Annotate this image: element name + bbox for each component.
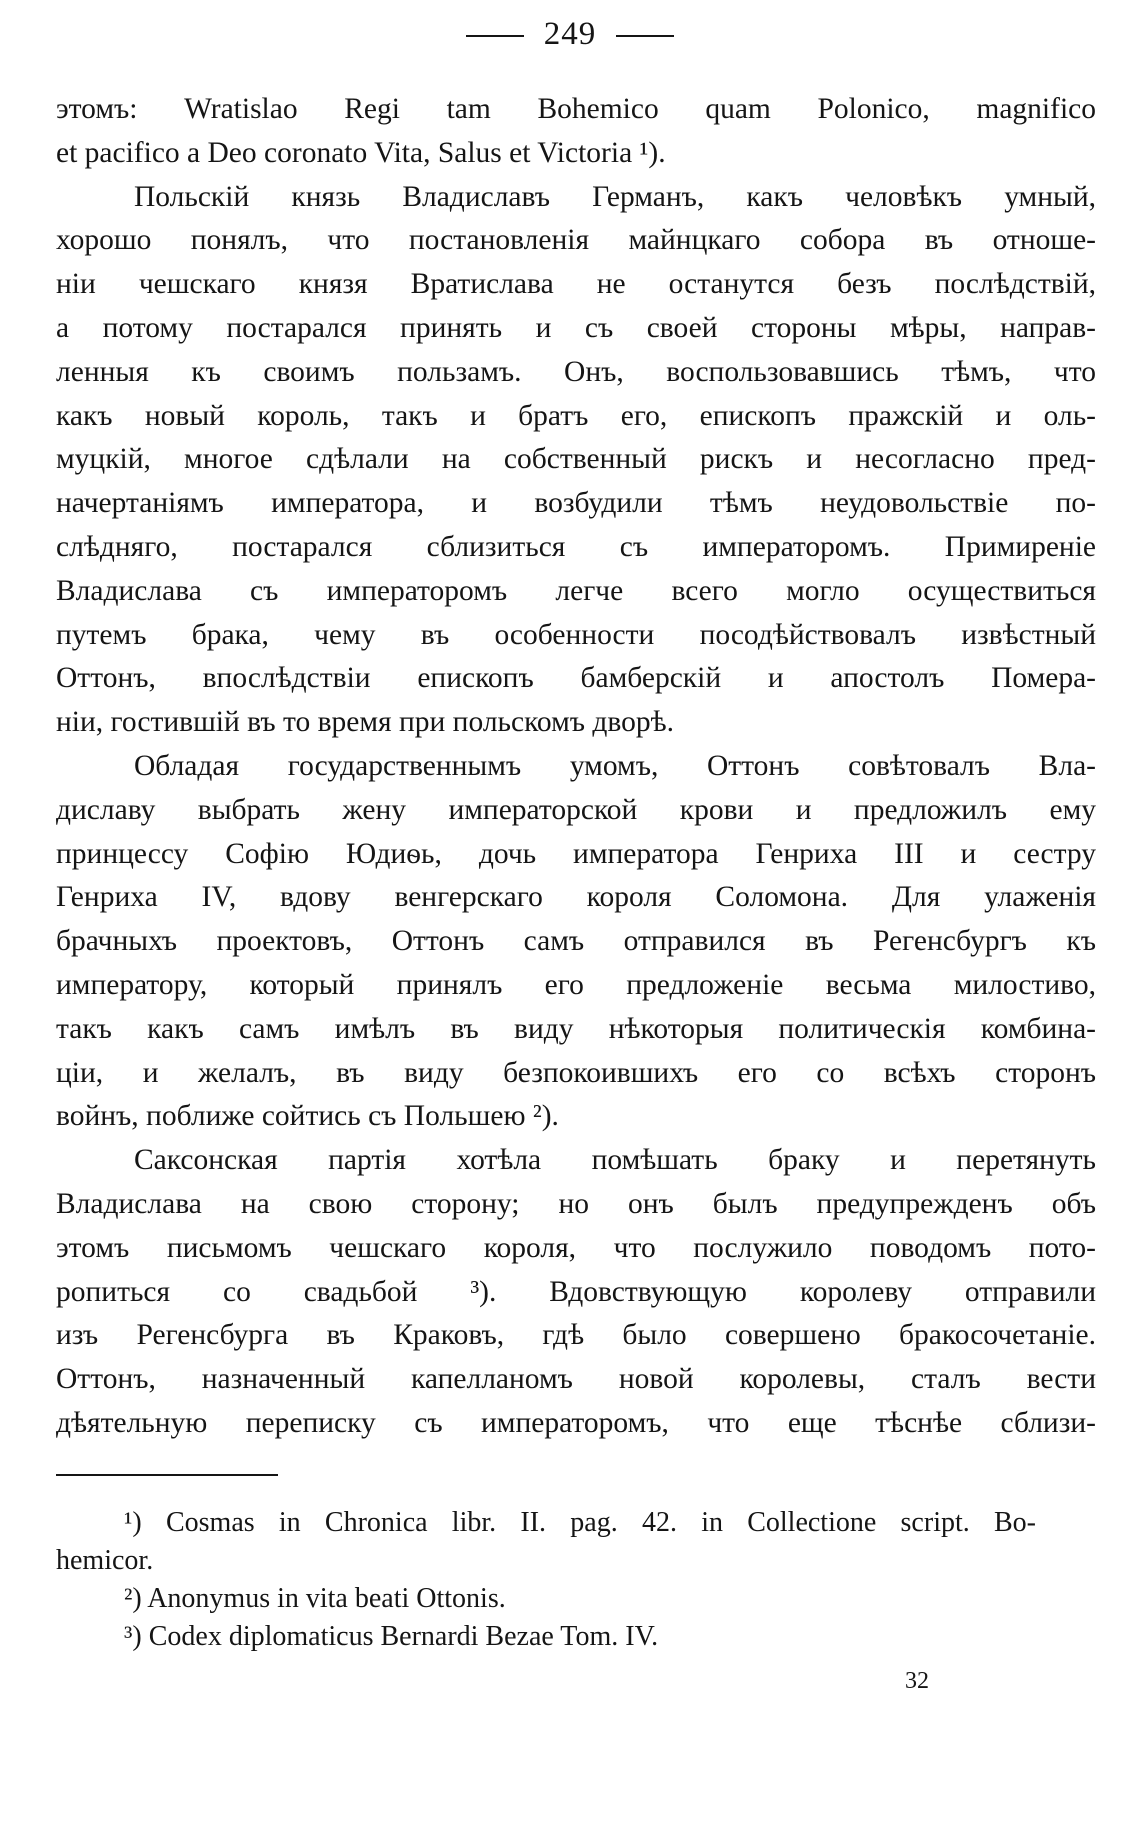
text-line: Генриха IV, вдову венгерскаго короля Соломона. Для улаженія — [56, 881, 1096, 914]
paragraph-continuation — [56, 88, 1096, 176]
text-line: Владислава съ императоромъ легче всего могло осуществиться — [56, 574, 1096, 607]
text-line: изъ Регенсбурга въ Краковъ, гдѣ было совершено бракосочетаніе. — [56, 1319, 1096, 1352]
text-line: брачныхъ проектовъ, Оттонъ самъ отправился въ Регенсбургъ къ — [56, 925, 1096, 958]
text-line: ціи, и желалъ, въ виду безпокоившихъ его со всѣхъ сторонъ — [56, 1056, 1096, 1089]
footnote-2 — [56, 1580, 1036, 1618]
text-line: такъ какъ самъ имѣлъ въ виду нѣкоторыя политическія комбина- — [56, 1012, 1096, 1045]
text-line: слѣдняго, постарался сблизиться съ императоромъ. Примиреніе — [56, 530, 1096, 563]
footnote-text: Cosmas in Chronica libr. II. pag. 42. in Collectione script. Bo- — [165, 1507, 1036, 1538]
paragraph — [56, 176, 1096, 745]
text-line: императору, который принялъ его предложеніе весьма милостиво, — [56, 968, 1096, 1001]
footnote-rule — [56, 1474, 278, 1476]
text-line: войнъ, поближе сойтись съ Польшею ²). — [56, 1100, 559, 1133]
footnote-marker: ³) — [124, 1621, 142, 1652]
text-line: этомъ: Wratislao Regi tam Bohemico quam Polonico, magnifico — [56, 93, 1096, 125]
text-line: какъ новый король, такъ и братъ его, епископъ пражскій и оль- — [56, 399, 1096, 432]
text-line: этомъ письмомъ чешскаго короля, что послужило поводомъ пото- — [56, 1231, 1096, 1264]
text-line: et pacifico a Deo coronato Vita, Salus et Victoria ¹). — [56, 136, 666, 169]
page-number: 249 — [543, 16, 597, 52]
footnote-3 — [56, 1618, 1036, 1656]
text-line: Владислава на свою сторону; но онъ былъ предупрежденъ объ — [56, 1187, 1096, 1220]
paragraph — [56, 1139, 1096, 1446]
text-line: начертаніямъ императора, и возбудили тѣмъ неудовольствіе по- — [56, 487, 1096, 520]
main-text — [56, 88, 1096, 1446]
header-dash-left — [466, 35, 524, 37]
running-header — [0, 16, 1140, 53]
text-line: ленныя къ своимъ пользамъ. Онъ, воспользовавшись тѣмъ, что — [56, 355, 1096, 388]
footnote-line — [56, 1504, 1036, 1542]
text-line: Оттонъ, впослѣдствіи епископъ бамберскій и апостолъ Помера- — [56, 662, 1096, 695]
text-line: хорошо понялъ, что постановленія майнцкаго собора въ отноше- — [56, 224, 1096, 257]
paragraph — [56, 745, 1096, 1139]
text-line: дѣятельную переписку съ императоромъ, что еще тѣснѣе сблизи- — [56, 1406, 1096, 1439]
text-line: ніи чешскаго князя Вратислава не останутся безъ послѣдствій, — [56, 268, 1096, 301]
signature-mark: 32 — [905, 1668, 929, 1694]
text-line: ніи, гостившій въ то время при польскомъ дворѣ. — [56, 706, 675, 739]
footnote-line: hemicor. — [56, 1545, 154, 1576]
footnote-line — [56, 1580, 1036, 1618]
footnote-1 — [56, 1504, 1036, 1580]
footnote-line — [56, 1618, 1036, 1656]
footnote-text: Anonymus in vita beati Ottonis. — [147, 1583, 506, 1614]
text-line: Обладая государственнымъ умомъ, Оттонъ совѣтовалъ Вла- — [134, 749, 1096, 782]
footnote-marker: ²) — [124, 1583, 142, 1614]
header-dash-right — [616, 35, 674, 37]
text-line: диславу выбрать жену императорской крови и предложилъ ему — [56, 793, 1096, 826]
text-line: путемъ брака, чему въ особенности посодѣйствовалъ извѣстный — [56, 618, 1096, 651]
text-line: Саксонская партія хотѣла помѣшать браку и перетянуть — [134, 1144, 1096, 1177]
footnotes — [56, 1504, 1036, 1656]
text-line: а потому постарался принять и съ своей стороны мѣры, направ- — [56, 311, 1096, 344]
text-line: ропиться со свадьбой ³). Вдовствующую королеву отправили — [56, 1275, 1096, 1308]
text-line: муцкій, многое сдѣлали на собственный рискъ и несогласно пред- — [56, 443, 1096, 476]
text-line: Польскій князь Владиславъ Германъ, какъ человѣкъ умный, — [134, 180, 1096, 213]
footnote-marker: ¹) — [124, 1507, 142, 1538]
text-line: принцессу Софію Юдиѳь, дочь императора Генриха III и сестру — [56, 837, 1096, 870]
text-line: Оттонъ, назначенный капелланомъ новой королевы, сталъ вести — [56, 1363, 1096, 1396]
footnote-text: Codex diplomaticus Bernardi Bezae Tom. IV. — [148, 1621, 659, 1652]
